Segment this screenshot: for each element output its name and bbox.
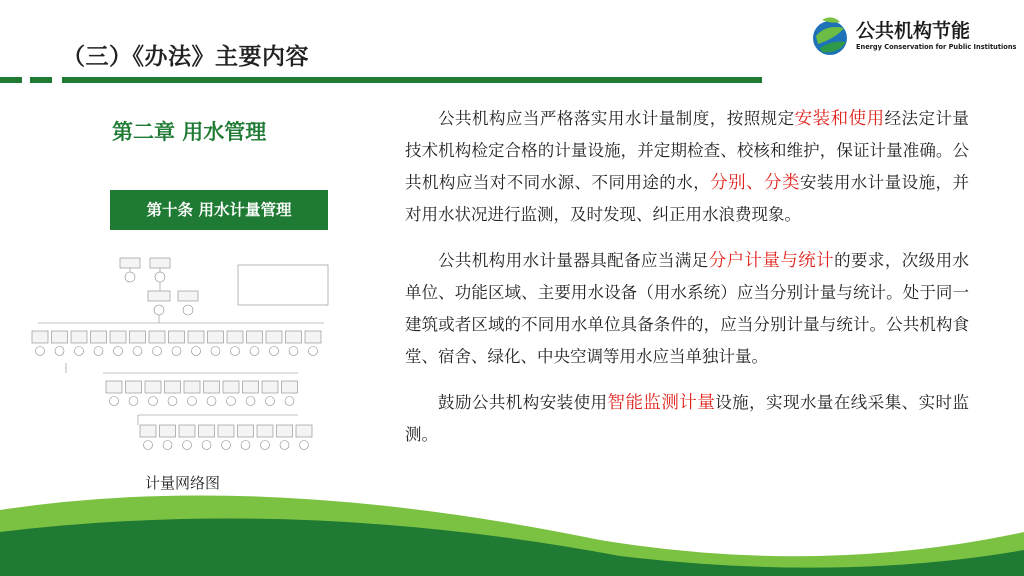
meter-node (266, 331, 282, 343)
meter-node (75, 347, 84, 356)
meter-node (172, 347, 181, 356)
meter-node (126, 381, 142, 393)
meter-node (129, 397, 138, 406)
meter-node (280, 441, 289, 450)
meter-node (153, 347, 162, 356)
meter-node (91, 331, 107, 343)
header-divider-bar (62, 77, 762, 83)
meter-node (106, 381, 122, 393)
logo-name-en: Energy Conservation for Public Institutions (856, 43, 1017, 51)
body-text: 公共机构用水计量器具配备应当满足 (438, 251, 709, 270)
highlight-text: 分别、分类 (710, 173, 800, 193)
meter-node (296, 425, 312, 437)
meter-node (149, 397, 158, 406)
meter-node (188, 397, 197, 406)
meter-node (183, 441, 192, 450)
meter-node (285, 397, 294, 406)
meter-node (286, 331, 302, 343)
chapter-heading: 第二章 用水管理 (112, 120, 267, 144)
meter-node (110, 331, 126, 343)
meter-node (149, 331, 165, 343)
header-accent-gap (22, 77, 30, 83)
meter-node (202, 441, 211, 450)
meter-node (165, 381, 181, 393)
meter-node (218, 425, 234, 437)
meter-node (145, 381, 161, 393)
meter-node (114, 347, 123, 356)
highlight-text: 分户计量与统计 (708, 251, 835, 271)
meter-node (71, 331, 87, 343)
meter-node (257, 425, 273, 437)
meter-node (241, 441, 250, 450)
meter-node (238, 425, 254, 437)
meter-node (243, 381, 259, 393)
meter-node (163, 441, 172, 450)
meter-node (289, 347, 298, 356)
meter-node (261, 441, 270, 450)
earth-leaf-icon (808, 14, 852, 58)
body-text: 的要求，次级用水单位、功能区域、主要用水设备（用水系统）应当分别计量与统计。处于同一建筑或者区域的不同用水单位具备条件的，应当分别计量与统计。公共机构食堂、宿舍、绿化、中央空调等用水应当单独计量。 (405, 251, 970, 366)
meter-node (184, 381, 200, 393)
article-banner: 第十条 用水计量管理 (110, 190, 328, 230)
meter-node (144, 441, 153, 450)
meter-node (300, 441, 309, 450)
paragraph-2 (405, 245, 969, 373)
meter-node (55, 347, 64, 356)
meter-node (140, 425, 156, 437)
diagram-caption: 计量网络图 (145, 474, 221, 492)
meter-node (246, 397, 255, 406)
meter-node (168, 397, 177, 406)
body-text: 安装用水计量设施，并对用水状况进行监测，及时发现、纠正用水浪费现象。 (405, 173, 969, 224)
meter-node (133, 347, 142, 356)
meter-node (188, 331, 204, 343)
meter-node (94, 347, 103, 356)
highlight-text: 智能监测计量 (607, 393, 716, 413)
meter-node (204, 381, 220, 393)
metering-network-diagram (28, 255, 344, 467)
body-text: 经法定计量技术机构检定合格的计量设施，并定期检查、校核和维护，保证计量准确。公共机构应当对不同水源、不同用途的水， (405, 109, 970, 192)
body-text: 鼓励公共机构安装使用 (438, 393, 608, 412)
meter-node (227, 331, 243, 343)
logo-name-cn: 公共机构节能 (856, 20, 971, 42)
meter-node (282, 381, 298, 393)
article-text (405, 103, 969, 465)
footer-wave-decoration (0, 470, 1024, 576)
org-logo (808, 14, 1017, 60)
meter-node (211, 347, 220, 356)
meter-node (305, 331, 321, 343)
meter-node (309, 347, 318, 356)
meter-node (227, 397, 236, 406)
meter-node (110, 397, 119, 406)
meter-node (207, 397, 216, 406)
meter-node (250, 347, 259, 356)
page-title: （三）《办法》主要内容 (62, 44, 309, 70)
meter-node (160, 425, 176, 437)
meter-node (130, 331, 146, 343)
body-text: 公共机构应当严格落实用水计量制度，按照规定 (438, 109, 795, 128)
highlight-text: 安装和使用 (794, 109, 885, 129)
meter-node (266, 397, 275, 406)
meter-node (52, 331, 68, 343)
meter-node (36, 347, 45, 356)
meter-node (32, 331, 48, 343)
meter-node (247, 331, 263, 343)
body-text: 设施，实现水量在线采集、实时监测。 (405, 393, 970, 444)
meter-node (179, 425, 195, 437)
meter-node (192, 347, 201, 356)
meter-node (169, 331, 185, 343)
paragraph-1 (405, 103, 969, 231)
meter-node (270, 347, 279, 356)
meter-node (199, 425, 215, 437)
meter-node (262, 381, 278, 393)
meter-node (222, 441, 231, 450)
paragraph-3 (405, 387, 969, 451)
meter-node (208, 331, 224, 343)
meter-node (223, 381, 239, 393)
meter-node (231, 347, 240, 356)
meter-node (277, 425, 293, 437)
